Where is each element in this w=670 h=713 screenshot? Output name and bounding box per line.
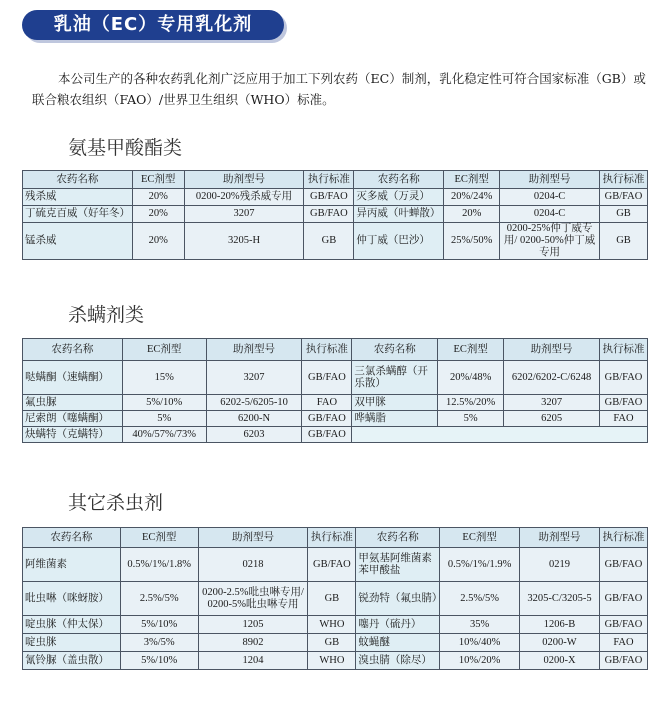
cell: GB	[304, 223, 354, 260]
cell: 1205	[198, 616, 308, 634]
cell: 6205	[504, 411, 600, 427]
cell: 6202-5/6205-10	[206, 395, 302, 411]
cell: 0200-X	[520, 652, 600, 670]
cell: GB/FAO	[599, 189, 647, 206]
cell: 5%/10%	[120, 616, 198, 634]
table-row	[23, 548, 648, 582]
cell: 6200-N	[206, 411, 302, 427]
cell: 20%/48%	[438, 361, 504, 395]
table-header-row	[23, 339, 648, 361]
cell: 20%/24%	[444, 189, 500, 206]
cell: 6202/6202-C/6248	[504, 361, 600, 395]
cell: 20%	[132, 223, 184, 260]
cell: GB/FAO	[599, 582, 647, 616]
cell: GB/FAO	[302, 361, 352, 395]
section-title-carbamates: 氨基甲酸酯类	[68, 137, 183, 159]
cell: 0204-C	[500, 206, 600, 223]
cell: GB/FAO	[599, 395, 647, 411]
header-emulsifier-model: 助剂型号	[520, 528, 600, 548]
cell: 尼索朗（噻螨酮）	[23, 411, 123, 427]
cell: WHO	[308, 652, 356, 670]
cell: GB/FAO	[308, 548, 356, 582]
cell: 10%/20%	[440, 652, 520, 670]
empty-cell	[352, 427, 648, 443]
cell: 异丙威（叶蝉散）	[354, 206, 444, 223]
cell: GB/FAO	[302, 427, 352, 443]
cell: 锰杀威	[23, 223, 133, 260]
header-emulsifier-model: 助剂型号	[504, 339, 600, 361]
header-standard: 执行标准	[599, 171, 647, 189]
cell: 0204-C	[500, 189, 600, 206]
table-row	[23, 361, 648, 395]
table-row	[23, 427, 648, 443]
cell: 35%	[440, 616, 520, 634]
cell: GB/FAO	[302, 411, 352, 427]
table-header-row	[23, 171, 648, 189]
header-standard: 执行标准	[308, 528, 356, 548]
cell: 灭多威（万灵）	[354, 189, 444, 206]
cell: WHO	[308, 616, 356, 634]
cell: 0200-W	[520, 634, 600, 652]
cell: 炔螨特（克螨特）	[23, 427, 123, 443]
section-title-other-insecticides: 其它杀虫剂	[68, 492, 164, 514]
cell: 20%	[132, 206, 184, 223]
cell: 3%/5%	[120, 634, 198, 652]
cell: 哗螨脂	[352, 411, 438, 427]
page-title-banner	[22, 10, 284, 40]
cell: GB/FAO	[599, 361, 647, 395]
cell: GB/FAO	[599, 548, 647, 582]
page-title: 乳油（EC）专用乳化剂	[53, 14, 253, 35]
table-row	[23, 616, 648, 634]
cell: GB/FAO	[304, 189, 354, 206]
intro-paragraph: 本公司生产的各种农药乳化剂广泛应用于加工下列农药（EC）制剂，乳化稳定性可符合国家标准（GB）或联合粮农组织（FAO）/世界卫生组织（WHO）标准。	[32, 71, 646, 107]
header-pesticide-name: 农药名称	[23, 528, 121, 548]
cell: GB/FAO	[599, 616, 647, 634]
cell: 锐劲特（氟虫腈）	[356, 582, 440, 616]
header-pesticide-name: 农药名称	[352, 339, 438, 361]
cell: 0218	[198, 548, 308, 582]
table-header-row	[23, 528, 648, 548]
header-standard: 执行标准	[304, 171, 354, 189]
cell: GB	[308, 634, 356, 652]
cell: 哒螨酮（速螨酮）	[23, 361, 123, 395]
cell: 0.5%/1%/1.8%	[120, 548, 198, 582]
cell: 0.5%/1%/1.9%	[440, 548, 520, 582]
cell: 15%	[122, 361, 206, 395]
cell: 3207	[184, 206, 304, 223]
table-row	[23, 582, 648, 616]
section-title-acaricides: 杀螨剂类	[68, 304, 145, 326]
table-carbamates	[22, 170, 648, 260]
header-emulsifier-model: 助剂型号	[500, 171, 600, 189]
header-emulsifier-model: 助剂型号	[198, 528, 308, 548]
cell: 2.5%/5%	[120, 582, 198, 616]
cell: 甲氨基阿维菌素苯甲酸盐	[356, 548, 440, 582]
table-row	[23, 652, 648, 670]
cell: 吡虫啉（咪蚜胺）	[23, 582, 121, 616]
header-emulsifier-model: 助剂型号	[206, 339, 302, 361]
cell: 3205-C/3205-5	[520, 582, 600, 616]
cell: 仲丁威（巴沙）	[354, 223, 444, 260]
header-pesticide-name: 农药名称	[23, 171, 133, 189]
table-acaricides	[22, 338, 648, 443]
cell: 1206-B	[520, 616, 600, 634]
cell: 5%	[438, 411, 504, 427]
cell: 啶虫脒	[23, 634, 121, 652]
cell: 蚊蝇醚	[356, 634, 440, 652]
cell: 氰铃脲（盖虫散）	[23, 652, 121, 670]
header-ec-form: EC剂型	[444, 171, 500, 189]
cell: 溴虫腈（除尽）	[356, 652, 440, 670]
header-pesticide-name: 农药名称	[356, 528, 440, 548]
header-ec-form: EC剂型	[438, 339, 504, 361]
header-ec-form: EC剂型	[120, 528, 198, 548]
header-standard: 执行标准	[599, 528, 647, 548]
cell: GB	[599, 206, 647, 223]
cell: 双甲脒	[352, 395, 438, 411]
table-row	[23, 189, 648, 206]
header-pesticide-name: 农药名称	[354, 171, 444, 189]
table-other-insecticides	[22, 527, 648, 670]
cell: 阿维菌素	[23, 548, 121, 582]
header-standard: 执行标准	[302, 339, 352, 361]
cell: GB	[599, 223, 647, 260]
cell: FAO	[302, 395, 352, 411]
cell: 啶虫脒（仲太保）	[23, 616, 121, 634]
header-emulsifier-model: 助剂型号	[184, 171, 304, 189]
cell: 噻丹（硫丹）	[356, 616, 440, 634]
cell: GB/FAO	[599, 652, 647, 670]
cell: 40%/57%/73%	[122, 427, 206, 443]
cell: 氟虫脲	[23, 395, 123, 411]
cell: 5%/10%	[122, 395, 206, 411]
header-pesticide-name: 农药名称	[23, 339, 123, 361]
cell: 3205-H	[184, 223, 304, 260]
table-row	[23, 395, 648, 411]
cell: 5%	[122, 411, 206, 427]
cell: GB	[308, 582, 356, 616]
table-row	[23, 634, 648, 652]
cell: 0200-25%仲丁威专用/ 0200-50%仲丁威专用	[500, 223, 600, 260]
cell: 三氯杀螨醇（开乐散）	[352, 361, 438, 395]
table-row	[23, 206, 648, 223]
table-row	[23, 223, 648, 260]
table-carbamates-block	[22, 170, 648, 260]
cell: 20%	[132, 189, 184, 206]
header-ec-form: EC剂型	[132, 171, 184, 189]
table-acaricides-block	[22, 338, 648, 443]
cell: 6203	[206, 427, 302, 443]
cell: 1204	[198, 652, 308, 670]
table-row	[23, 411, 648, 427]
cell: 残杀威	[23, 189, 133, 206]
table-other-block	[22, 527, 648, 670]
cell: 0200-20%残杀威专用	[184, 189, 304, 206]
cell: 10%/40%	[440, 634, 520, 652]
cell: 0219	[520, 548, 600, 582]
cell: 20%	[444, 206, 500, 223]
cell: 3207	[206, 361, 302, 395]
cell: 25%/50%	[444, 223, 500, 260]
cell: 2.5%/5%	[440, 582, 520, 616]
cell: 丁硫克百威（好年冬）	[23, 206, 133, 223]
cell: 5%/10%	[120, 652, 198, 670]
cell: 12.5%/20%	[438, 395, 504, 411]
cell: 0200-2.5%吡虫啉专用/ 0200-5%吡虫啉专用	[198, 582, 308, 616]
cell: FAO	[599, 411, 647, 427]
header-standard: 执行标准	[599, 339, 647, 361]
cell: GB/FAO	[304, 206, 354, 223]
header-ec-form: EC剂型	[440, 528, 520, 548]
header-ec-form: EC剂型	[122, 339, 206, 361]
cell: FAO	[599, 634, 647, 652]
cell: 3207	[504, 395, 600, 411]
cell: 8902	[198, 634, 308, 652]
